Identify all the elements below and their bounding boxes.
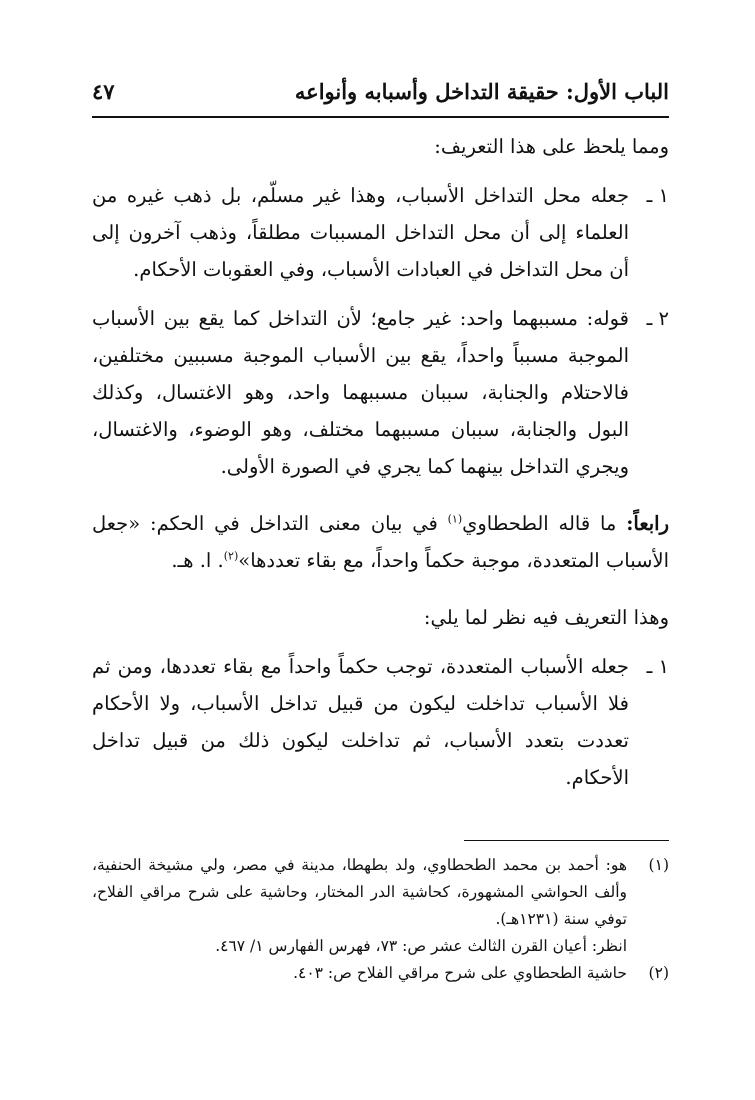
list-item — [92, 300, 669, 485]
running-header — [92, 66, 669, 118]
intro2-paragraph: وهذا التعريف فيه نظر لما يلي: — [423, 606, 669, 629]
item-number: ٢ ـ — [646, 307, 669, 330]
intro-paragraph: ومما يلحظ على هذا التعريف: — [434, 135, 669, 158]
footnote-1-sources: انظر: أعيان القرن الثالث عشر ص: ٧٣، فهرس الفهارس ١/ ٤٦٧. — [215, 937, 627, 955]
rabian-end: . ا. هـ. — [171, 549, 224, 572]
footnote-1 — [92, 852, 669, 933]
list-item — [92, 648, 669, 796]
rabian-text-before: ما قاله الطحطاوي — [462, 512, 617, 535]
item-text: جعله محل التداخل الأسباب، وهذا غير مسلّم، بل ذهب غيره من العلماء إلى أن محل التداخل المسببات مطلقاً، وذهب آخرون إلى أن محل التداخل في العبادات الأسباب، وفي العقوبات الأحكام. — [92, 184, 629, 281]
chapter-title: الباب الأول: حقيقة التداخل وأسبابه وأنواعه — [294, 78, 669, 104]
rabian-paragraph — [92, 505, 669, 579]
footnote-number: (١) — [648, 856, 669, 874]
rabian-text-after: في بيان معنى التداخل في الحكم: — [150, 512, 438, 535]
item-text: جعله الأسباب المتعددة، توجب حكماً واحداً مع بقاء تعددها، ومن ثم فلا الأسباب تداخلت ليكون من قبيل تداخل الأسباب، ولا الأحكام تعددت بتعدد الأسباب، ثم تداخلت ليكون ذلك من قبيل تداخل الأحكام. — [92, 655, 629, 789]
footnote-text: هو: أحمد بن محمد الطحطاوي، ولد بطهطا، مدينة في مصر، ولي مشيخة الحنفية، وألف الحواشي المشهورة، كحاشية الدر المختار، وحاشية على شرح مراقي الفلاح، توفي سنة (١٢٣١هـ). — [92, 856, 627, 928]
list-item — [92, 177, 669, 288]
rabian-quote: «جعل الأسباب المتعددة، موجبة حكماً واحداً، مع بقاء تعددها» — [92, 512, 669, 572]
rabian-label: رابعاً: — [626, 512, 670, 535]
page-number: ٤٧ — [92, 78, 115, 104]
footnote-2 — [92, 960, 669, 987]
footnote-separator — [464, 840, 669, 841]
item-number: ١ ـ — [646, 184, 669, 207]
footnote-number: (٢) — [648, 964, 669, 982]
footnotes — [92, 852, 669, 987]
main-text — [92, 128, 669, 796]
item-text: قوله: مسببهما واحد: غير جامع؛ لأن التداخل كما يقع بين الأسباب الموجبة مسبباً واحداً، يقع بين الأسباب الموجبة مسببين مختلفين، فالاحتلام والجنابة، سببان مسببهما واحد، وهو الاغتسال، وكذلك البول والجنابة، سببان مسببهما مختلف، وهو الوضوء، والاغتسال، ويجري التداخل بينهما كما يجري في الصورة الأولى. — [92, 307, 629, 478]
footnote-ref-1[interactable]: (١) — [447, 512, 463, 526]
item-number: ١ ـ — [646, 655, 669, 678]
footnote-text: حاشية الطحطاوي على شرح مراقي الفلاح ص: ٤٠٣. — [293, 964, 627, 982]
footnote-ref-2[interactable]: (٢) — [223, 549, 239, 563]
